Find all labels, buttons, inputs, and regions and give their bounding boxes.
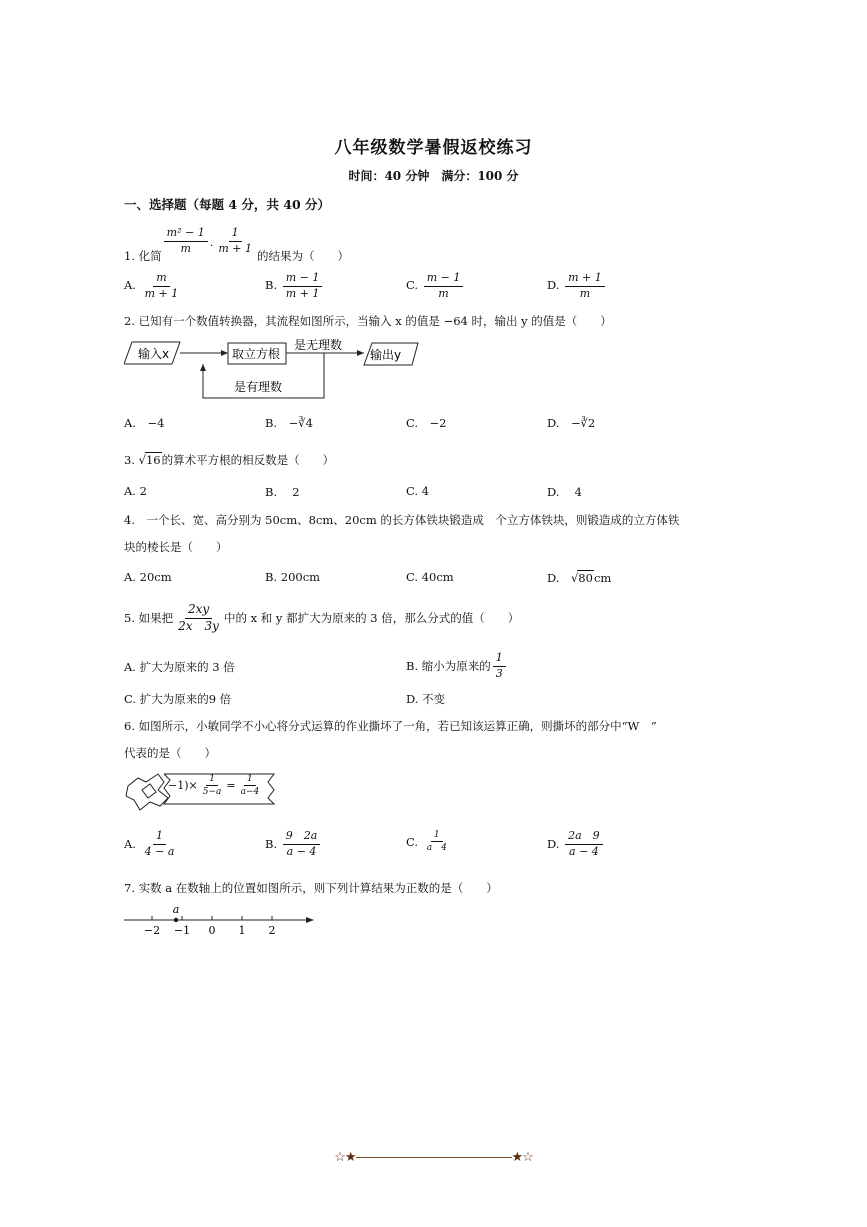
question-5: 5. 如果把 $\frac{2xy}{2x 3y}$ 中的 x 和 y 都扩大为原来的 3 倍，那么分式的值（ ） (124, 602, 520, 633)
q2-option-c[interactable]: C. −2 (406, 416, 447, 430)
question-4-line-2: 块的棱长是（ ） (124, 540, 228, 554)
question-2: 2. 已知有一个数值转换器，其流程如图所示，当输入 x 的值是 −64 时，输出 y 的值是（ ） (124, 314, 612, 328)
q3-option-c[interactable]: C. 4 (406, 484, 430, 498)
number-line-point-label: a (172, 903, 180, 916)
question-1 (124, 226, 349, 264)
flow-process-label: 取立方根 (232, 347, 281, 361)
q2-option-a[interactable]: A. −4 (124, 416, 165, 430)
q6-option-d[interactable]: D. $\frac{2a 9}{a - 4}$ (547, 830, 605, 858)
number-line-tick-label: −1 (173, 924, 191, 937)
q5-option-a[interactable]: A. 扩大为原来的 3 倍 (124, 660, 235, 674)
q3-option-d[interactable]: D. 4 (547, 485, 582, 499)
question-6-line-1: 6. 如图所示，小敏同学不小心将分式运算的作业撕坏了一角，若已知该运算正确，则撕坏的部分中“W ” (124, 719, 657, 733)
q5-option-b[interactable]: B. 缩小为原来的 $\frac{1}{3}$ (406, 652, 508, 680)
q1-dot: · (209, 238, 214, 252)
q4-option-d[interactable]: D. √80cm (547, 571, 612, 585)
page-footer-decoration: ☆★—————————————★☆ (334, 1150, 533, 1165)
number-line-tick-label: 2 (268, 924, 276, 937)
question-7: 7. 实数 a 在数轴上的位置如图所示，则下列计算结果为正数的是（ ） (124, 881, 498, 895)
flow-rational-label: 是有理数 (234, 380, 283, 394)
q1-option-b[interactable]: B. $\frac{m - 1}{m + 1}$ (265, 272, 324, 300)
q4-option-a[interactable]: A. 20cm (124, 570, 172, 584)
page-subtitle: 时间：40 分钟 满分：100 分 (348, 169, 519, 183)
q4-option-c[interactable]: C. 40cm (406, 570, 454, 584)
q1-fraction-1: $\frac{\text{m² − 1}}{m}$ (164, 227, 208, 255)
q6-option-a[interactable]: A. $\frac{1}{4 - a}$ (124, 829, 175, 858)
q1-option-d[interactable]: D. $\frac{m + 1}{m}$ (547, 272, 607, 300)
number-line-tick-label: 0 (208, 924, 216, 937)
q6-option-b[interactable]: B. $\frac{9 2a}{a - 4}$ (265, 830, 322, 858)
q3-option-b[interactable]: B. 2 (265, 485, 300, 499)
number-line-tick-label: −2 (143, 924, 161, 937)
q4-option-b[interactable]: B. 200cm (265, 570, 321, 584)
q5-option-d[interactable]: D. 不变 (406, 692, 446, 706)
q5-fraction: $\frac{2xy}{2x 3y}$ (178, 602, 219, 633)
page-title: 八年级数学暑假返校练习 (334, 138, 533, 158)
q2-flowchart (124, 336, 424, 404)
q1-fraction-2: $\frac{1}{m + 1}$ (218, 225, 252, 255)
q2-option-b[interactable]: B. −∛4 (265, 416, 313, 430)
number-line-arrow (306, 917, 314, 923)
number-line-point (174, 918, 178, 922)
q7-number-line (124, 900, 324, 940)
section-heading: 一、选择题（每题 4 分，共 40 分） (124, 197, 331, 212)
q1-prefix: 1. 化简 (124, 249, 162, 263)
q2-option-d[interactable]: D. −∛2 (547, 416, 596, 430)
flow-output-label: 输出y (370, 348, 402, 362)
number-line-tick-label: 1 (238, 924, 246, 937)
question-6-line-2: 代表的是（ ） (124, 746, 216, 760)
q1-option-a[interactable]: A. $\frac{m}{m + 1}$ (124, 271, 179, 300)
q6-option-c[interactable]: C. $\frac{1}{a 4}$ (406, 830, 447, 854)
flow-irrational-label: 是无理数 (294, 338, 343, 352)
q5-option-c[interactable]: C. 扩大为原来的9 倍 (124, 692, 232, 706)
q1-option-c[interactable]: C. $\frac{m - 1}{m}$ (406, 272, 465, 300)
flow-input-label: 输入x (138, 347, 170, 361)
q6-figure-expression: −1)× $\frac{1}{5-a}$ = $\frac{1}{a-4}$ (168, 774, 260, 798)
q3-option-a[interactable]: A. 2 (124, 484, 147, 498)
q3-radicand: 16 (145, 453, 161, 467)
question-3: 3. √16的算术平方根的相反数是（ ） (124, 453, 335, 467)
q1-suffix: 的结果为（ ） (257, 249, 349, 263)
question-4-line-1: 4. 一个长、宽、高分别为 50cm、8cm、20cm 的长方体铁块锻造成 个立方体铁块，则锻造成的立方体铁 (124, 513, 680, 527)
